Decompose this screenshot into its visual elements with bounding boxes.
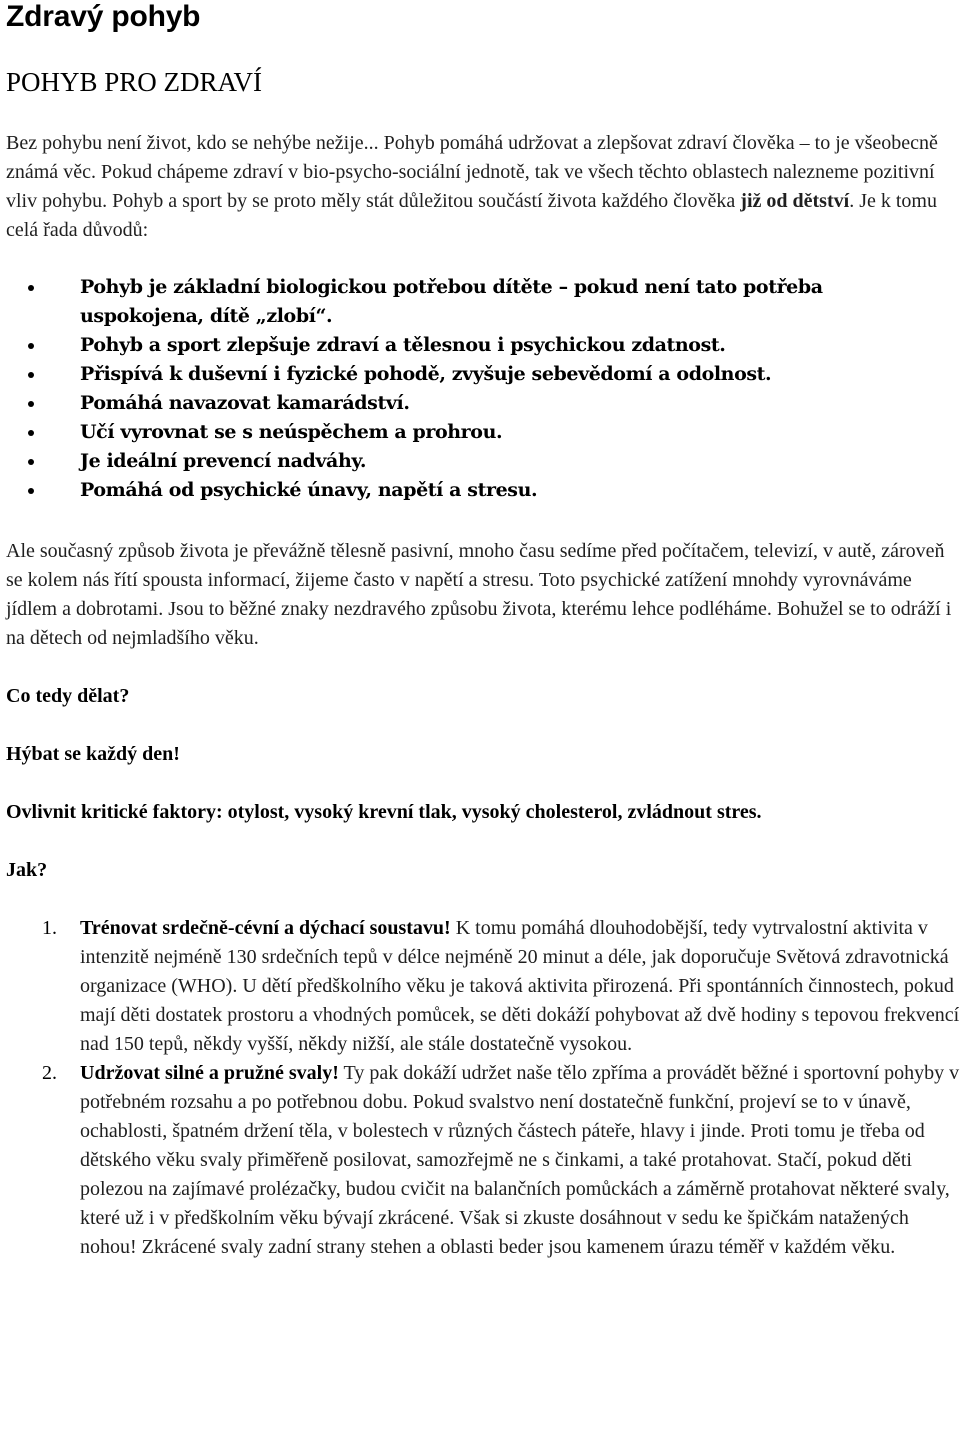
- reasons-list: [6, 273, 956, 505]
- list-item: [80, 273, 880, 331]
- question-how: Jak?: [6, 859, 48, 881]
- bullet-icon: [28, 372, 34, 378]
- bullet-icon: [28, 285, 34, 291]
- intro-paragraph: [6, 129, 956, 245]
- list-item: [80, 476, 880, 505]
- step-text: K tomu pomáhá dlouhodobější, tedy vytrvalostní aktivita v intenzitě nejméně 130 srdečních tepů v délce nejméně 20 minut a déle, jak doporučuje Světová zdravotnická organizace (WHO). U dětí předškolního věku je taková aktivita přirozená. Při spontánních činnostech, pokud mají děti dostatek prostoru a vhodných pomůcek, se děti dokáží pohybovat až dvě hodiny s tepovou frekvencí nad 150 tepů, někdy vyšší, někdy nižší, ale stále dostatečně vysokou.: [80, 917, 960, 1055]
- intro-bold-text: již od dětství: [740, 190, 850, 212]
- intro-text-2: . Je k tomu celá řada důvodů:: [6, 190, 937, 241]
- section-title: POHYB PRO ZDRAVÍ: [6, 67, 263, 97]
- reason-text: Přispívá k duševní i fyzické pohodě, zvyšuje sebevědomí a odolnost.: [80, 363, 772, 385]
- step-text: Ty pak dokáží udržet naše tělo zpříma a provádět běžné i sportovní pohyby v potřebném rozsahu a po potřebnou dobu. Pokud svalstvo není dostatečně funkční, projeví se to v únavě, ochablosti, špatném držení těla, v bolestech v různých částech páteře, hlavy i jinde. Proti tomu je třeba od dětského věku svaly přiměřeně posilovat, samozřejmě ne s činkami, a také protahovat. Stačí, pokud děti polezou na zajímavé prolézačky, budou cvičit na balančních pomůckách a záměrně protahovat některé svaly, které už i v předškolním věku bývají zkrácené. Však si zkuste dosáhnout v sedu ke špičkám natažených nohou! Zkrácené svaly zadní strany stehen a oblasti beder jsou kamenem úrazu téměř v každém věku.: [80, 1062, 960, 1258]
- intro-text-1: Bez pohybu není život, kdo se nehýbe nežije... Pohyb pomáhá udržovat a zlepšovat zdraví člověka – to je všeobecně známá věc. Pokud chápeme zdraví v bio-psycho-sociální jednotě, tak ve všech těchto oblastech nalezneme pozitivní vliv pohybu. Pohyb a sport by se proto měly stát důležitou součástí života každého člověka: [6, 132, 938, 212]
- document-title: Zdravý pohyb: [6, 0, 201, 33]
- reason-text: Pohyb a sport zlepšuje zdraví a tělesnou i psychickou zdatnost.: [80, 334, 726, 356]
- list-item: [80, 331, 880, 360]
- answer-move-every-day: Hýbat se každý den!: [6, 743, 180, 765]
- list-item: [80, 389, 880, 418]
- steps-list: [6, 914, 960, 1262]
- critical-factors: Ovlivnit kritické faktory: otylost, vysoký krevní tlak, vysoký cholesterol, zvládnout stres.: [6, 801, 762, 823]
- reason-text: Pomáhá od psychické únavy, napětí a stresu.: [80, 479, 538, 501]
- bullet-icon: [28, 343, 34, 349]
- reason-text: Pomáhá navazovat kamarádství.: [80, 392, 410, 414]
- step-heading: Udržovat silné a pružné svaly!: [80, 1062, 339, 1084]
- bullet-icon: [28, 488, 34, 494]
- reason-text: Učí vyrovnat se s neúspěchem a prohrou.: [80, 421, 503, 443]
- list-item: [80, 360, 880, 389]
- bullet-icon: [28, 401, 34, 407]
- step-heading: Trénovat srdečně-cévní a dýchací soustavu!: [80, 917, 451, 939]
- document-page: [6, 0, 960, 1262]
- question-what-to-do: Co tedy dělat?: [6, 685, 130, 707]
- reason-text: Je ideální prevencí nadváhy.: [80, 450, 367, 472]
- step-number: 1.: [42, 917, 57, 939]
- list-item: [42, 1059, 960, 1262]
- bullet-icon: [28, 430, 34, 436]
- list-item: [80, 418, 880, 447]
- bullet-icon: [28, 459, 34, 465]
- lifestyle-paragraph: Ale současný způsob života je převážně tělesně pasivní, mnoho času sedíme před počítačem, televizí, v autě, zároveň se kolem nás řítí spousta informací, žijeme často v napětí a stresu. Toto psychické zatížení mnohdy vyrovnáváme jídlem a dobrotami. Jsou to běžné znaky nezdravého způsobu života, kterému lehce podléháme. Bohužel se to odráží i na dětech od nejmladšího věku.: [6, 540, 952, 649]
- list-item: [42, 914, 960, 1059]
- list-item: [80, 447, 880, 476]
- step-number: 2.: [42, 1062, 57, 1084]
- reason-text: Pohyb je základní biologickou potřebou dítěte – pokud není tato potřeba uspokojena, dítě „zlobí“.: [80, 276, 823, 327]
